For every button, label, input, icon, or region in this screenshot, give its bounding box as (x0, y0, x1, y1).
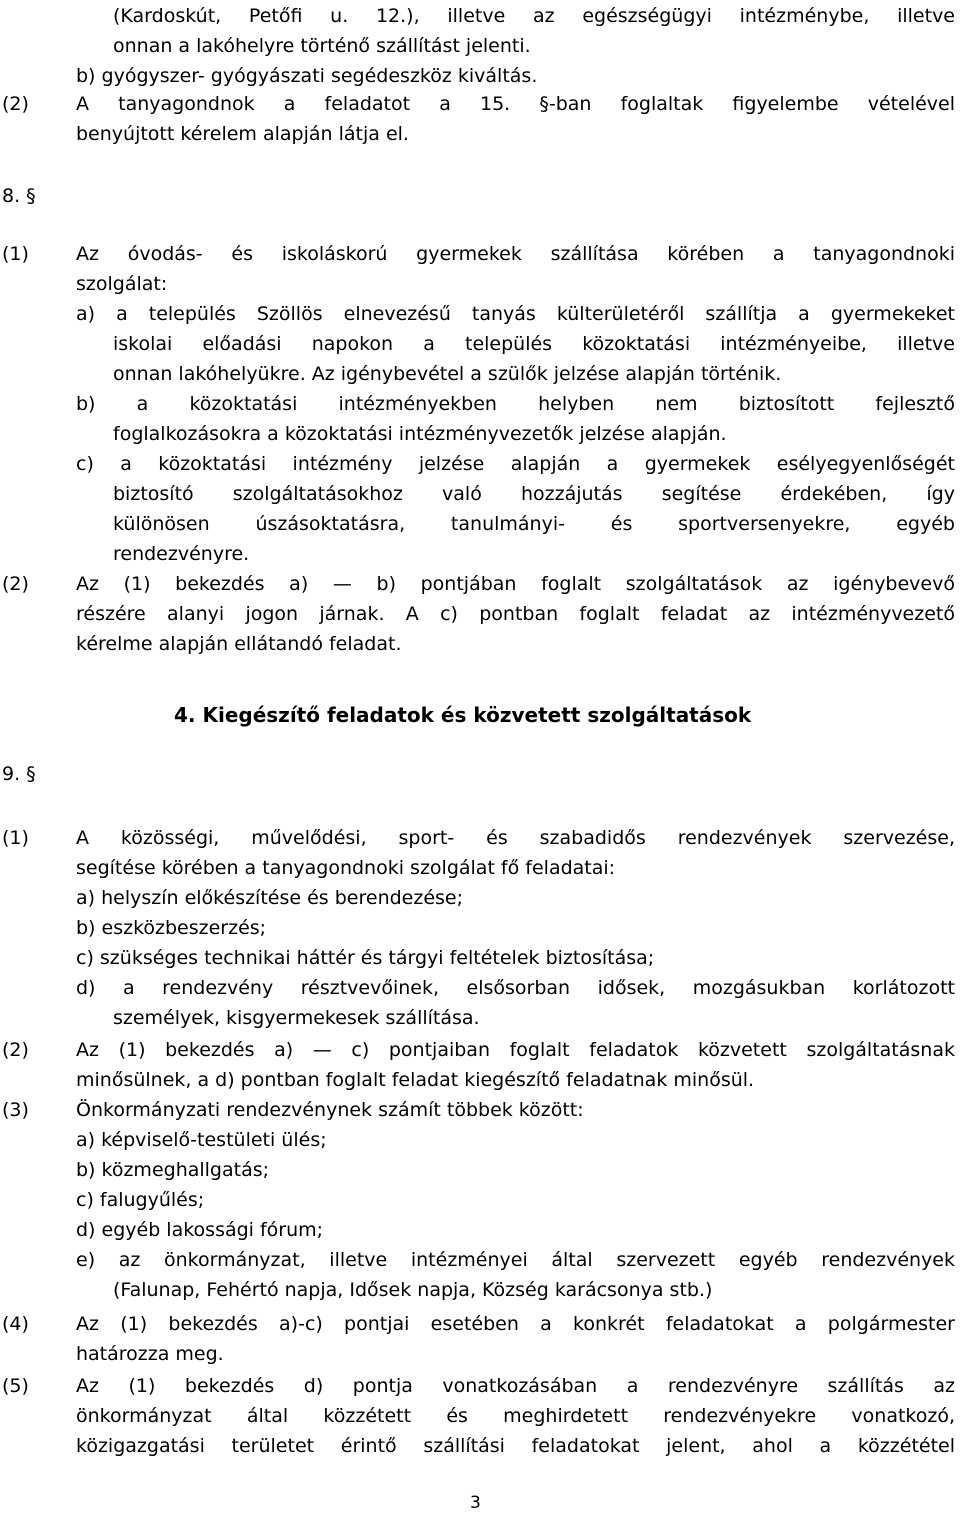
text-line: iskolai előadási napokon a település közoktatási intézményeibe, illetve (113, 333, 955, 355)
text-line: b) gyógyszer- gyógyászati segédeszköz kiváltás. (76, 65, 538, 87)
text-line: foglalkozásokra a közoktatási intézményvezetők jelzése alapján. (113, 423, 727, 445)
text-line: önkormányzat által közzétett és meghirdetett rendezvényekre vonatkozó, (76, 1405, 955, 1427)
list-item: a) képviselő-testületi ülés; (76, 1129, 327, 1151)
list-item: d) a rendezvény résztvevőinek, elsősorban idősek, mozgásukban korlátozott (76, 977, 955, 999)
text-line: minősülnek, a d) pontban foglalt feladat kiegészítő feladatnak minősül. (76, 1069, 755, 1091)
list-item: c) falugyűlés; (76, 1189, 205, 1211)
list-item: a) a település Szöllös elnevezésű tanyás külterületéről szállítja a gyermekeket (76, 303, 955, 325)
text-line: A közösségi, művelődési, sport- és szabadidős rendezvények szervezése, (76, 827, 955, 849)
text-line: Az (1) bekezdés a) — b) pontjában foglalt szolgáltatások az igénybevevő (76, 573, 955, 595)
text-line: közigazgatási területet érintő szállítási feladatokat jelent, ahol a közzététel (76, 1435, 955, 1457)
text-line: személyek, kisgyermekesek szállítása. (113, 1007, 480, 1029)
list-item: b) a közoktatási intézményekben helyben nem biztosított fejlesztő (76, 393, 955, 415)
text-line: biztosító szolgáltatásokhoz való hozzájutás segítése érdekében, így (113, 483, 955, 505)
text-line: onnan lakóhelyükre. Az igénybevétel a szülők jelzése alapján történik. (113, 363, 782, 385)
text-line: Az (1) bekezdés a)-c) pontjai esetében a konkrét feladatokat a polgármester (76, 1313, 955, 1335)
text-line: A tanyagondnok a feladatot a 15. §-ban foglaltak figyelembe vételével (76, 93, 955, 115)
text-line: Az (1) bekezdés a) — c) pontjaiban foglalt feladatok közvetett szolgáltatásnak (76, 1039, 955, 1061)
text-line: Az óvodás- és iskoláskorú gyermekek szállítása körében a tanyagondnoki (76, 243, 955, 265)
text-line: részére alanyi jogon járnak. A c) pontban foglalt feladat az intézményvezető (76, 603, 955, 625)
paragraph-number: (2) (2, 93, 29, 115)
text-line: (Kardoskút, Petőfi u. 12.), illetve az egészségügyi intézménybe, illetve (113, 5, 955, 27)
section-label: 8. § (2, 185, 36, 207)
text-line: Önkormányzati rendezvénynek számít többek között: (76, 1099, 584, 1121)
list-item: a) helyszín előkészítése és berendezése; (76, 887, 464, 909)
list-item: d) egyéb lakossági fórum; (76, 1219, 324, 1241)
text-line: benyújtott kérelem alapján látja el. (76, 123, 409, 145)
paragraph-number: (4) (2, 1313, 29, 1335)
text-line: határozza meg. (76, 1343, 224, 1365)
list-item: b) eszközbeszerzés; (76, 917, 267, 939)
paragraph-number: (2) (2, 573, 29, 595)
text-line: különösen úszásoktatásra, tanulmányi- és sportversenyekre, egyéb (113, 513, 955, 535)
paragraph-number: (1) (2, 243, 29, 265)
paragraph-number: (1) (2, 827, 29, 849)
text-line: szolgálat: (76, 273, 168, 295)
list-item: c) a közoktatási intézmény jelzése alapján a gyermekek esélyegyenlőségét (76, 453, 955, 475)
text-line: (Falunap, Fehértó napja, Idősek napja, Község karácsonya stb.) (113, 1279, 713, 1301)
text-line: kérelme alapján ellátandó feladat. (76, 633, 402, 655)
paragraph-number: (2) (2, 1039, 29, 1061)
text-line: onnan a lakóhelyre történő szállítást jelenti. (113, 35, 531, 57)
text-line: Az (1) bekezdés d) pontja vonatkozásában a rendezvényre szállítás az (76, 1375, 955, 1397)
section-label: 9. § (2, 763, 36, 785)
chapter-heading: 4. Kiegészítő feladatok és közvetett szolgáltatások (174, 703, 752, 727)
paragraph-number: (3) (2, 1099, 29, 1121)
list-item: b) közmeghallgatás; (76, 1159, 270, 1181)
list-item: c) szükséges technikai háttér és tárgyi feltételek biztosítása; (76, 947, 655, 969)
list-item: e) az önkormányzat, illetve intézményei által szervezett egyéb rendezvények (76, 1249, 955, 1271)
page-number: 3 (470, 1493, 481, 1513)
text-line: rendezvényre. (113, 543, 250, 565)
text-line: segítése körében a tanyagondnoki szolgálat fő feladatai: (76, 857, 616, 879)
paragraph-number: (5) (2, 1375, 29, 1397)
